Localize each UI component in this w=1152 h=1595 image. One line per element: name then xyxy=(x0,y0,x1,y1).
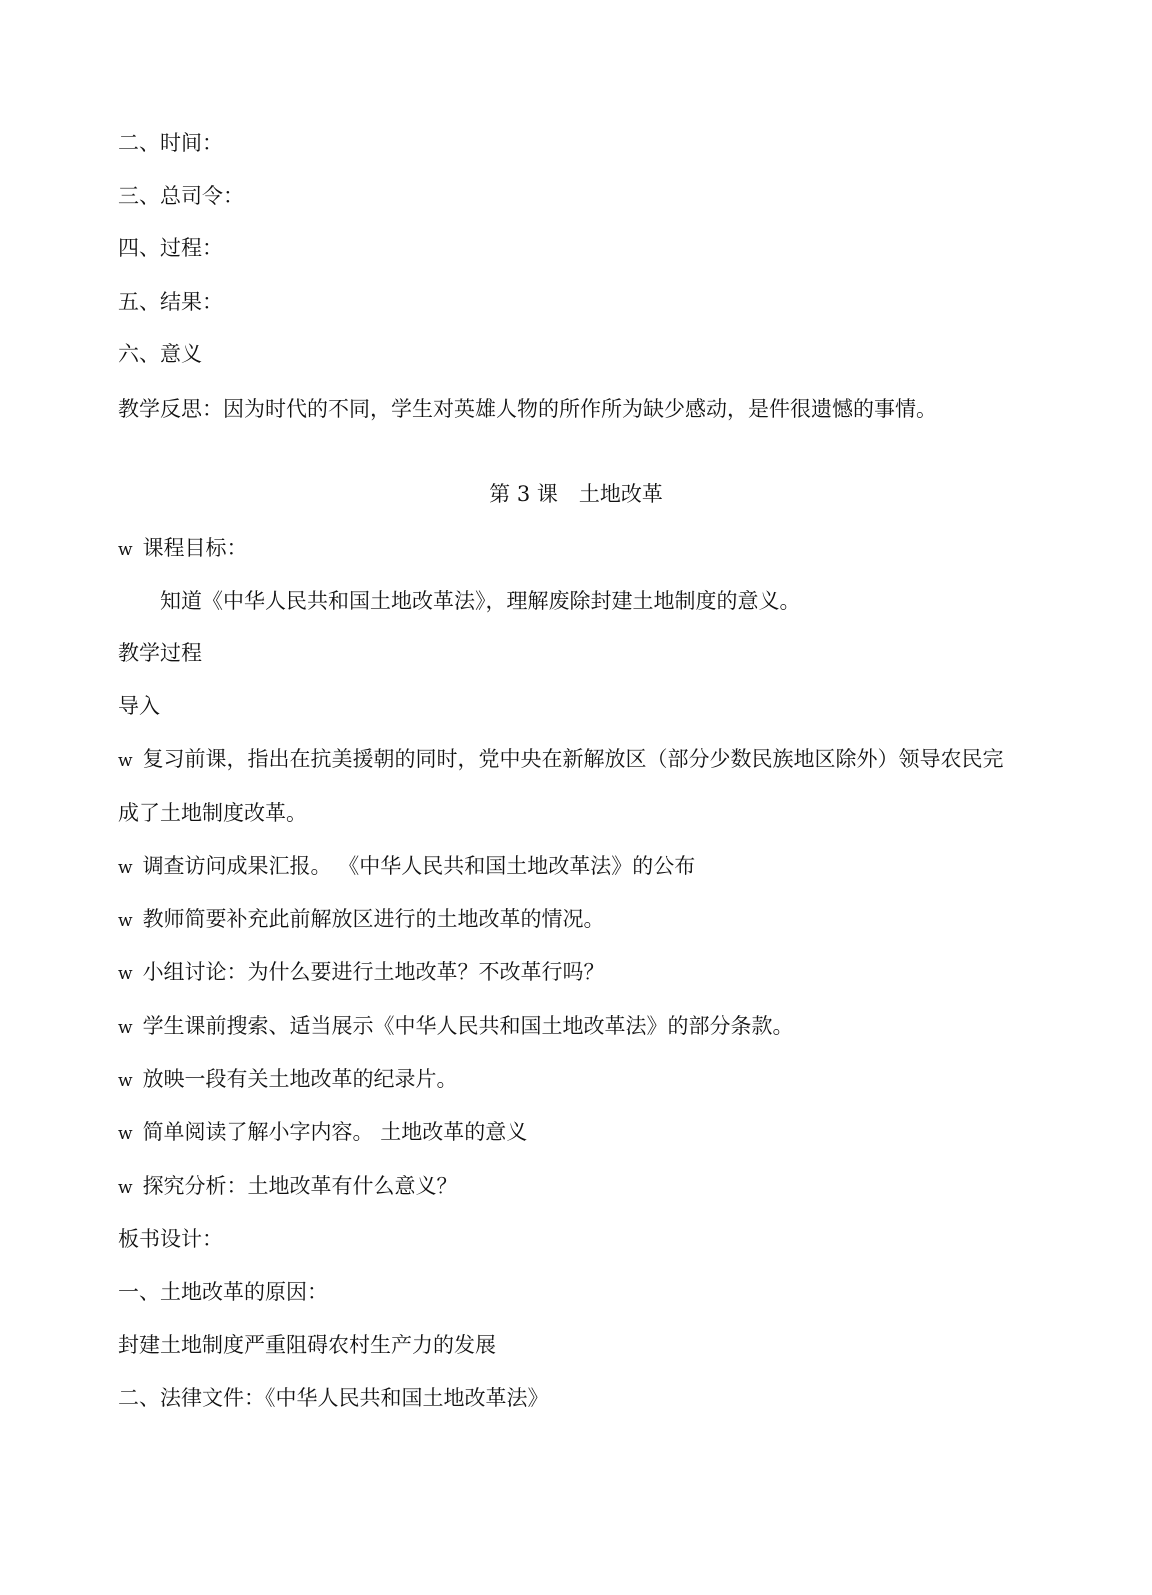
bullet-text: 小组讨论：为什么要进行土地改革？不改革行吗？ xyxy=(142,960,605,984)
intro-heading: 导入 xyxy=(118,694,160,718)
outline-commander: 三、总司令： xyxy=(118,184,244,208)
teaching-reflection: 教学反思：因为时代的不同，学生对英雄人物的所作所为缺少感动，是件很遗憾的事情。 xyxy=(118,397,937,421)
objectives-heading: 课程目标： xyxy=(142,536,248,560)
bullet-marker: w xyxy=(118,1124,133,1144)
bullet-marker: w xyxy=(118,911,133,931)
bullet-marker: w xyxy=(118,540,133,560)
bullet-item xyxy=(118,1012,794,1042)
bullet-item xyxy=(118,1065,458,1095)
bullet-marker: w xyxy=(118,751,133,771)
intro-line-1 xyxy=(118,745,1004,775)
bullet-marker: w xyxy=(118,1071,133,1091)
outline-process: 四、过程： xyxy=(118,236,223,260)
bullet-item xyxy=(118,852,695,882)
bullet-text: 教师简要补充此前解放区进行的土地改革的情况。 xyxy=(142,907,605,931)
bullet-item xyxy=(118,905,605,935)
bullet-marker: w xyxy=(118,858,133,878)
outline-result: 五、结果： xyxy=(118,290,223,314)
board-design-heading: 板书设计： xyxy=(118,1227,223,1251)
process-heading: 教学过程 xyxy=(118,641,202,665)
bullet-text: 放映一段有关土地改革的纪录片。 xyxy=(142,1067,458,1091)
bullet-text: 探究分析：土地改革有什么意义？ xyxy=(142,1174,458,1198)
bullet-item xyxy=(118,1118,527,1148)
objectives-text: 知道《中华人民共和国土地改革法》，理解废除封建土地制度的意义。 xyxy=(160,589,801,613)
lesson-title: 第 3 课 土地改革 xyxy=(489,482,663,506)
objectives-heading-line xyxy=(118,534,248,564)
intro-line-2: 成了土地制度改革。 xyxy=(118,801,307,825)
bullet-text: 学生课前搜索、适当展示《中华人民共和国土地改革法》的部分条款。 xyxy=(142,1014,794,1038)
outline-significance: 六、意义 xyxy=(118,342,202,366)
bullet-marker: w xyxy=(118,964,133,984)
outline-time: 二、时间： xyxy=(118,131,223,155)
board-item: 封建土地制度严重阻碍农村生产力的发展 xyxy=(118,1333,496,1357)
board-item: 一、土地改革的原因： xyxy=(118,1280,328,1304)
board-item: 二、法律文件：《中华人民共和国土地改革法》 xyxy=(118,1386,549,1410)
bullet-item xyxy=(118,1172,458,1202)
bullet-item xyxy=(118,958,605,988)
bullet-text: 简单阅读了解小字内容。 土地改革的意义 xyxy=(142,1120,528,1144)
intro-text-1: 复习前课，指出在抗美援朝的同时，党中央在新解放区（部分少数民族地区除外）领导农民完 xyxy=(142,747,1004,771)
bullet-marker: w xyxy=(118,1018,133,1038)
bullet-text: 调查访问成果汇报。 《中华人民共和国土地改革法》的公布 xyxy=(142,854,696,878)
bullet-marker: w xyxy=(118,1178,133,1198)
